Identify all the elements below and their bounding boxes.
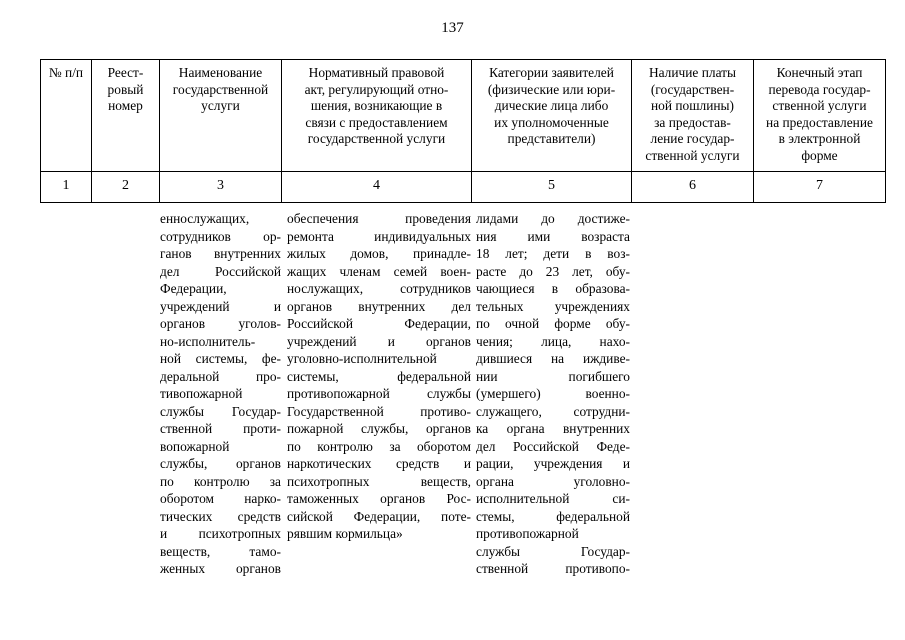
text-line: системы, федеральной xyxy=(287,368,471,384)
text-line: по контролю за xyxy=(160,473,281,489)
applicant-categories-continuation xyxy=(476,210,630,578)
text-line: Федерации, xyxy=(160,281,227,296)
service-name-continuation xyxy=(160,210,281,578)
text-line: службы Государ- xyxy=(476,543,630,559)
text-line: 18 лет; дети в воз- xyxy=(476,246,630,261)
text-line: стемы, федеральной xyxy=(476,508,630,524)
text-line: дившиеся на иждиве- xyxy=(476,351,630,366)
header-final-stage: Конечный этап перевода государ- ственной услуги на предоставление в электронной форме xyxy=(754,60,886,172)
header-applicant-categories: Категории заявителей (физические или юри- дические лица либо их уполномоченные представители) xyxy=(472,60,632,172)
text-line: противопожарной службы xyxy=(287,386,471,401)
column-number-row xyxy=(41,171,886,202)
text-line: исполнительной си- xyxy=(476,491,630,506)
text-line: ственной проти- xyxy=(160,421,281,436)
text-line: ганов внутренних xyxy=(160,246,281,261)
column-number-cell: 6 xyxy=(632,171,754,202)
text-line: таможенных органов Рос- xyxy=(287,491,471,506)
text-line: рявшим кормильца» xyxy=(287,526,403,541)
text-line: пожарной службы, органов xyxy=(287,421,471,436)
text-line: учреждений и xyxy=(160,298,281,314)
column-number-cell: 2 xyxy=(92,171,160,202)
header-registry-number: Реест- ровый номер xyxy=(92,60,160,172)
column-number-cell: 3 xyxy=(160,171,282,202)
text-line: вопожарной xyxy=(160,438,230,454)
text-line: учреждений и органов xyxy=(287,333,471,349)
text-line: ния ими возраста xyxy=(476,228,630,244)
text-line: деральной про- xyxy=(160,368,281,384)
text-line: сотрудников ор- xyxy=(160,228,281,244)
text-line: жащих членам семей воен- xyxy=(287,263,471,279)
text-line: служащего, сотрудни- xyxy=(476,403,630,419)
text-line: веществ, тамо- xyxy=(160,543,281,559)
text-line: Государственной противо- xyxy=(287,403,471,419)
text-line: по контролю за оборотом xyxy=(287,438,471,454)
header-row xyxy=(41,60,886,172)
text-line: тивопожарной xyxy=(160,386,243,401)
text-line: ремонта индивидуальных xyxy=(287,228,471,244)
legal-act-continuation xyxy=(287,210,471,543)
header-fee: Наличие платы (государствен- ной пошлины) за предостав- ление государ- ственной услуги xyxy=(632,60,754,172)
column-number-cell: 7 xyxy=(754,171,886,202)
text-line: органов внутренних дел xyxy=(287,298,471,314)
text-line: психотропных веществ, xyxy=(287,473,471,489)
text-line: органов уголов- xyxy=(160,316,281,331)
text-line: наркотических средств и xyxy=(287,456,471,471)
text-line: обеспечения проведения xyxy=(287,211,471,226)
header-service-name: Наименование государственной услуги xyxy=(160,60,282,172)
column-number-cell: 5 xyxy=(472,171,632,202)
text-line: службы, органов xyxy=(160,456,281,471)
text-line: чения; лица, нахо- xyxy=(476,333,630,349)
text-line: чающиеся в образова- xyxy=(476,281,630,296)
text-line: и психотропных xyxy=(160,526,281,541)
text-line: но-исполнитель- xyxy=(160,333,256,349)
text-line: лидами до достиже- xyxy=(476,211,630,226)
text-line: (умершего) военно- xyxy=(476,386,630,401)
text-line: тических средств xyxy=(160,508,281,524)
text-line: противопожарной xyxy=(476,526,579,541)
header-legal-act: Нормативный правовой акт, регулирующий отно- шения, возникающие в связи с предоставлением государственной услуги xyxy=(282,60,472,172)
text-line: нослужащих, сотрудников xyxy=(287,281,471,296)
text-line: дел Российской Феде- xyxy=(476,438,630,454)
text-line: женных органов xyxy=(160,561,281,576)
text-line: службы Государ- xyxy=(160,403,281,419)
text-line: рации, учреждения и xyxy=(476,456,630,471)
column-number-cell: 1 xyxy=(41,171,92,202)
page-number: 137 xyxy=(441,20,464,36)
text-line: сийской Федерации, поте- xyxy=(287,508,471,524)
text-line: оборотом нарко- xyxy=(160,491,281,506)
text-line: Российской Федерации, xyxy=(287,316,471,331)
text-line: по очной форме обу- xyxy=(476,316,630,331)
text-line: жилых домов, принадле- xyxy=(287,246,471,261)
text-line: тельных учреждениях xyxy=(476,298,630,314)
text-line: ственной противопо- xyxy=(476,561,630,576)
text-line: ка органа внутренних xyxy=(476,421,630,436)
text-line: дел Российской xyxy=(160,263,281,279)
column-number-cell: 4 xyxy=(282,171,472,202)
services-table xyxy=(40,59,886,203)
text-line: нии погибшего xyxy=(476,368,630,384)
text-line: ной системы, фе- xyxy=(160,351,281,366)
text-line: расте до 23 лет, обу- xyxy=(476,263,630,279)
text-line: органа уголовно- xyxy=(476,473,630,489)
text-line: еннослужащих, xyxy=(160,211,250,226)
text-line: уголовно-исполнительной xyxy=(287,351,437,366)
header-number: № п/п xyxy=(41,60,92,172)
